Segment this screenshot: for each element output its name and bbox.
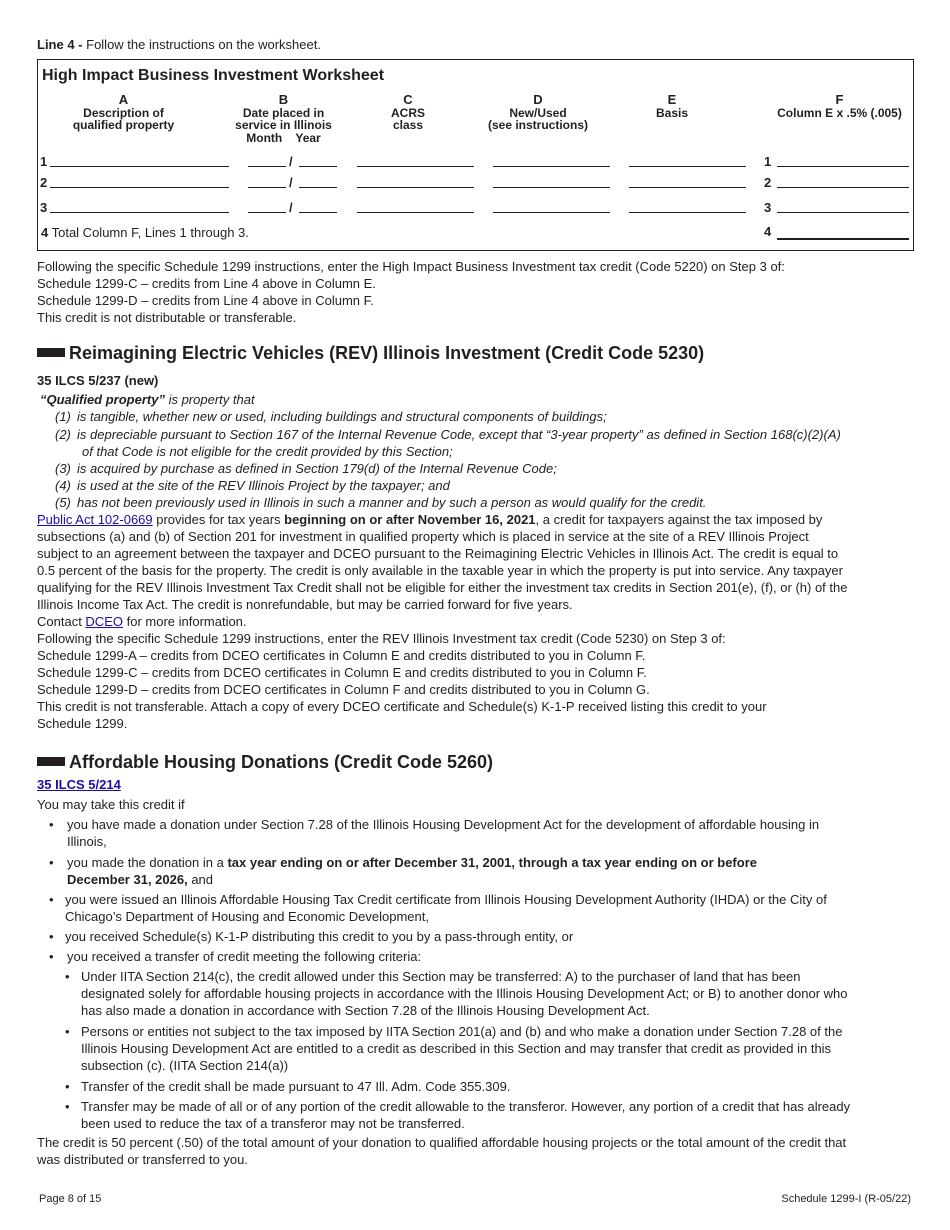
row-year-field[interactable] (299, 187, 337, 188)
list-item: • you have made a donation under Section 7.28 of the Illinois Housing Development Act for the development of affordable housing in Illinois, (49, 817, 820, 849)
sub-list-item: • Transfer may be made of all or of any portion of the credit allowable to the transferor. However, any portion of a credit that has already been used to reduce the tax of a transferor may not be transferred. (65, 1099, 851, 1131)
worksheet-row: 2 / 2 (38, 172, 913, 192)
rev-description: Public Act 102-0669 provides for tax years beginning on or after November 16, 2021, a credit for taxpayers against the tax imposed by subsections (a) and (b) of Section 201 for investment in qualified property which is placed in service at the site of a REV Illinois Project subject to an agreement between the taxpayer and DCEO pursuant to the Reimagining Electric Vehicles in Illinois Act. The credit is equal to 0.5 percent of the basis for the property. The credit is only available in the taxable year in which the property is put into service. Any taxpayer qualifying for the REV Illinois Investment Tax Credit shall not be eligible for either the investment tax credits in Section 201(e), (f), or (h) of the Illinois Income Tax Act. The credit is nonrefundable, but may be carried forward for five years. Contact DCEO for more information. Following the specific Schedule 1299 instructions, enter the REV Illinois Investment tax credit (Code 5230) on Step 3 of: Schedule 1299-A – credits from DCEO certificates in Column E and credits distributed to you in Column F. Schedule 1299-C – credits from DCEO certificates in Column E and credits distributed to you in Column F. Schedule 1299-D – credits from DCEO certificates in Column F and credits distributed to you in Column G. This credit is not transferable. Attach a copy of every DCEO certificate and Schedule(s) K-1-P received listing this credit to your Schedule 1299. (37, 512, 848, 731)
row-newused-field[interactable] (493, 166, 610, 167)
ahd-intro: You may take this credit if (37, 797, 185, 812)
list-item: • you made the donation in a tax year ending on or after December 31, 2001, through a tax year ending on or before December 31, 2026, and (49, 855, 757, 887)
sub-list-item: • Persons or entities not subject to the tax imposed by IITA Section 201(a) and (b) and who make a donation under Section 7.28 of the Illinois Housing Development Act are entitled to a credit as described in this Section and may transfer that credit as provided in this subsection (c). (IITA Section 214(a)) (65, 1024, 843, 1073)
row-year-field[interactable] (299, 166, 337, 167)
qp-item: (3) is acquired by purchase as defined in Section 179(d) of the Internal Revenue Code; (55, 461, 557, 476)
row-acrs-field[interactable] (357, 212, 474, 213)
list-item: • you were issued an Illinois Affordable Housing Tax Credit certificate from Illinois Housing Development Authority (IHDA) or the City of Chicago’s Department of Housing and Economic Development, (49, 892, 827, 924)
column-b-header: B Date placed in service in Illinois Month Year (235, 92, 332, 145)
qp-item: (1) is tangible, whether new or used, including buildings and structural components of buildings; (55, 409, 607, 424)
row-column-f-field[interactable] (777, 187, 909, 188)
dceo-link[interactable]: DCEO (85, 614, 123, 629)
column-c-header: C ACRS class (390, 92, 425, 132)
row-acrs-field[interactable] (357, 166, 474, 167)
form-id: Schedule 1299-I (R-05/22) (781, 1193, 911, 1205)
worksheet-row: 1 / 1 (38, 151, 913, 171)
list-item: • you received Schedule(s) K-1-P distributing this credit to you by a pass-through entity, or (49, 929, 574, 944)
row-description-field[interactable] (50, 166, 229, 167)
row-basis-field[interactable] (629, 166, 746, 167)
row-basis-field[interactable] (629, 212, 746, 213)
rev-statute: 35 ILCS 5/237 (new) (37, 373, 159, 388)
list-item: • you received a transfer of credit meeting the following criteria: (49, 949, 422, 964)
worksheet-row: 3 / 3 (38, 197, 913, 217)
row-newused-field[interactable] (493, 212, 610, 213)
ahd-statute (37, 776, 915, 793)
column-d-header: D New/Used (see instructions) (487, 92, 589, 132)
section-bar (37, 348, 65, 357)
row-description-field[interactable] (50, 187, 229, 188)
sub-list-item: • Transfer of the credit shall be made pursuant to 47 Ill. Adm. Code 355.309. (65, 1079, 511, 1094)
column-a-header: A Description of qualified property (72, 92, 175, 132)
row-month-field[interactable] (248, 212, 286, 213)
ahd-closing: The credit is 50 percent (.50) of the total amount of your donation to qualified affordable housing projects or the total amount of the credit that was distributed or transferred to you. (37, 1135, 847, 1167)
line4-instruction: Line 4 - Follow the instructions on the worksheet. (37, 37, 321, 52)
total-line-label: 4 Total Column F, Lines 1 through 3. (41, 225, 249, 240)
column-e-header: E Basis (655, 92, 689, 120)
row-month-field[interactable] (248, 166, 286, 167)
qp-item: (2) is depreciable pursuant to Section 167 of the Internal Revenue Code, except that “3-year property” as defined in Section 168(c)(2)(A) of that Code is not eligible for the credit provided by this Section; (55, 427, 841, 459)
sub-list-item: • Under IITA Section 214(c), the credit allowed under this Section may be transferred: A) to the purchaser of land that has been designated solely for affordable housing projects in accordance with the Illinois Housing Development Act; or B) to another donor who has also made a donation in accordance with Section 7.28 of the Illinois Housing Development Act. (65, 969, 848, 1018)
hib-worksheet: High Impact Business Investment Worksheet A Description of qualified property B Date placed in service in Illinois Month Year C ACRS class D New/Used (see instructions) E Basis F Column E x .5% (.005) 1 / 1 2 / 2 3 / 3 4 Total Column F, Lines 1 through 3. 4 (37, 59, 914, 251)
column-f-header: F Column E x .5% (.005) (777, 92, 902, 120)
worksheet-title: High Impact Business Investment Worksheet (42, 67, 385, 84)
row-year-field[interactable] (299, 212, 337, 213)
total-column-f-field[interactable] (777, 238, 909, 240)
qp-item: (5) has not been previously used in Illinois in such a manner and by such a person as would qualify for the credit. (55, 495, 707, 510)
rev-section-heading: Reimagining Electric Vehicles (REV) Illinois Investment (Credit Code 5230) (37, 342, 704, 364)
hib-instructions: Following the specific Schedule 1299 instructions, enter the High Impact Business Investment tax credit (Code 5220) on Step 3 of: Schedule 1299-C – credits from Line 4 above in Column E. Schedule 1299-D – credits from Line 4 above in Column F. This credit is not distributable or transferable. (37, 259, 785, 325)
row-month-field[interactable] (248, 187, 286, 188)
qp-item: (4) is used at the site of the REV Illinois Project by the taxpayer; and (55, 478, 450, 493)
public-act-link[interactable]: Public Act 102-0669 (37, 512, 153, 527)
row-acrs-field[interactable] (357, 187, 474, 188)
row-column-f-field[interactable] (777, 166, 909, 167)
ahd-section-heading: Affordable Housing Donations (Credit Code 5260) (37, 751, 493, 773)
page-number: Page 8 of 15 (39, 1193, 102, 1205)
row-basis-field[interactable] (629, 187, 746, 188)
statute-link[interactable]: 35 ILCS 5/214 (37, 777, 121, 792)
row-description-field[interactable] (50, 212, 229, 213)
qualified-property-intro: “Qualified property” is property that (40, 392, 255, 407)
row-newused-field[interactable] (493, 187, 610, 188)
row-column-f-field[interactable] (777, 212, 909, 213)
section-bar (37, 757, 65, 766)
